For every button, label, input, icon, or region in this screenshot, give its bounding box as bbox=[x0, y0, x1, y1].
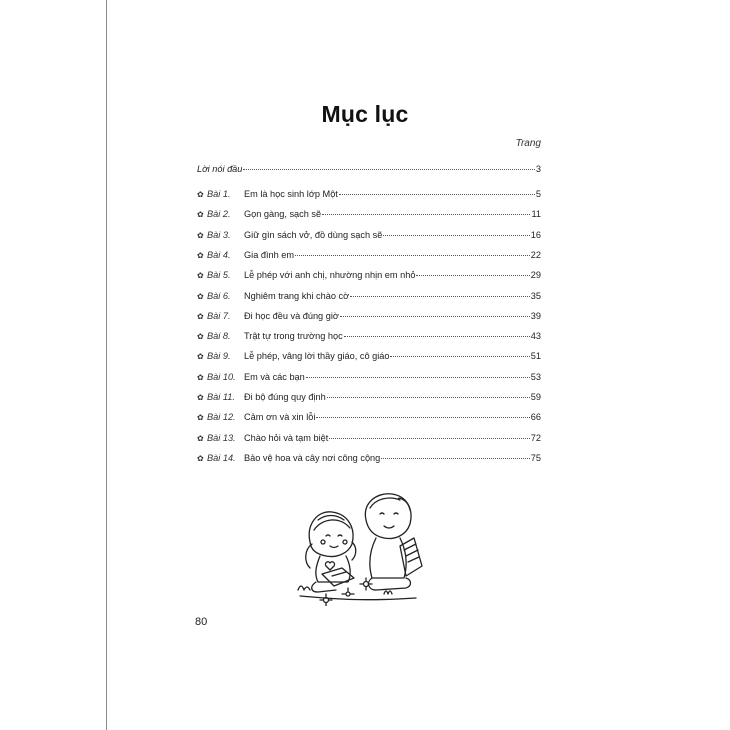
toc-page-number: 53 bbox=[530, 371, 541, 382]
flower-bullet-icon: ✿ bbox=[197, 453, 204, 463]
flower-bullet-icon: ✿ bbox=[197, 332, 204, 342]
dot-leader bbox=[295, 247, 530, 256]
lesson-number: Bài 14. bbox=[207, 452, 236, 463]
lesson-title: Chào hỏi và tạm biệt bbox=[244, 432, 329, 443]
toc-entry[interactable] bbox=[197, 410, 541, 424]
toc-entry[interactable] bbox=[197, 309, 541, 323]
toc-intro-label: Lời nói đầu bbox=[197, 164, 243, 174]
flower-bullet-icon: ✿ bbox=[197, 311, 204, 321]
lesson-title: Giữ gìn sách vở, đồ dùng sạch sẽ bbox=[244, 229, 383, 240]
dot-leader bbox=[390, 348, 529, 357]
toc-intro-entry[interactable] bbox=[197, 162, 541, 176]
toc-page-number: 75 bbox=[530, 452, 541, 463]
toc-entry[interactable] bbox=[197, 370, 541, 384]
toc-entry[interactable] bbox=[197, 289, 541, 303]
lesson-number: Bài 4. bbox=[207, 249, 231, 260]
dot-leader bbox=[383, 227, 529, 236]
toc-entry[interactable] bbox=[197, 207, 541, 221]
lesson-title: Trật tự trong trường học bbox=[244, 331, 343, 342]
lesson-number: Bài 7. bbox=[207, 310, 231, 321]
lesson-number: Bài 2. bbox=[207, 209, 231, 220]
lesson-title: Bảo vệ hoa và cây nơi công cộng bbox=[244, 452, 381, 463]
toc-entry[interactable] bbox=[197, 228, 541, 242]
toc-page-number: 59 bbox=[530, 392, 541, 402]
dot-leader bbox=[350, 288, 530, 297]
lesson-number: Bài 3. bbox=[207, 229, 231, 240]
toc-entry[interactable] bbox=[197, 268, 541, 282]
toc-entry[interactable] bbox=[197, 329, 541, 343]
flower-bullet-icon: ✿ bbox=[197, 230, 204, 240]
flower-bullet-icon: ✿ bbox=[197, 291, 204, 301]
lesson-title: Em và các bạn bbox=[244, 371, 305, 382]
flower-bullet-icon: ✿ bbox=[197, 413, 204, 423]
girl-figure bbox=[306, 512, 356, 592]
lesson-title: Gọn gàng, sạch sẽ bbox=[244, 209, 322, 220]
toc-page-number: 5 bbox=[535, 189, 541, 199]
lesson-title: Lễ phép với anh chị, nhường nhịn em nhỏ bbox=[244, 270, 416, 281]
dot-leader bbox=[416, 267, 529, 276]
page-number: 80 bbox=[195, 616, 208, 628]
dot-leader bbox=[344, 328, 530, 337]
toc-entry[interactable] bbox=[197, 248, 541, 262]
toc-entry[interactable] bbox=[197, 390, 541, 404]
dot-leader bbox=[329, 430, 529, 439]
lesson-title: Đi bộ đúng quy định bbox=[244, 392, 326, 402]
toc-page-number: 72 bbox=[530, 432, 541, 443]
toc-entry[interactable] bbox=[197, 187, 541, 201]
toc-page-number: 51 bbox=[530, 351, 541, 362]
dot-leader bbox=[306, 369, 530, 378]
toc-entry[interactable] bbox=[197, 431, 541, 445]
flower-bullet-icon: ✿ bbox=[197, 372, 204, 382]
lesson-number: Bài 11. bbox=[207, 392, 235, 402]
toc-page-number: 39 bbox=[530, 310, 541, 321]
lesson-number: Bài 12. bbox=[207, 412, 236, 423]
dot-leader bbox=[316, 409, 529, 418]
flower-bullet-icon: ✿ bbox=[197, 352, 204, 362]
toc-page-number: 66 bbox=[530, 412, 541, 423]
lesson-title: Đi học đều và đúng giờ bbox=[244, 310, 339, 321]
toc-page-number: 11 bbox=[531, 209, 541, 220]
page-column-label: Trang bbox=[515, 138, 541, 149]
lesson-title: Gia đình em bbox=[244, 249, 295, 260]
flower-bullet-icon: ✿ bbox=[197, 393, 204, 402]
toc-page-number: 22 bbox=[530, 249, 541, 260]
toc-page-number: 43 bbox=[530, 331, 541, 342]
toc-page-number: 29 bbox=[530, 270, 541, 281]
lesson-title: Cảm ơn và xin lỗi bbox=[244, 412, 316, 423]
dot-leader bbox=[327, 389, 530, 398]
lesson-title: Lễ phép, vâng lời thầy giáo, cô giáo bbox=[244, 351, 390, 362]
lesson-number: Bài 9. bbox=[207, 351, 231, 362]
dot-leader bbox=[243, 161, 534, 170]
lesson-number: Bài 5. bbox=[207, 270, 231, 281]
lesson-title: Nghiêm trang khi chào cờ bbox=[244, 290, 350, 301]
flower-bullet-icon: ✿ bbox=[197, 271, 204, 281]
flower-bullet-icon: ✿ bbox=[197, 433, 204, 443]
lesson-title: Em là học sinh lớp Một bbox=[244, 189, 338, 199]
lesson-number: Bài 1. bbox=[207, 189, 231, 199]
boy-figure bbox=[365, 494, 422, 590]
lesson-number: Bài 8. bbox=[207, 331, 231, 342]
dot-leader bbox=[381, 450, 529, 459]
children-reading-icon bbox=[296, 490, 432, 606]
lesson-number: Bài 6. bbox=[207, 290, 231, 301]
toc-entry[interactable] bbox=[197, 451, 541, 465]
flower-bullet-icon: ✿ bbox=[197, 210, 204, 220]
dot-leader bbox=[339, 186, 535, 195]
flower-bullet-icon: ✿ bbox=[197, 250, 204, 260]
toc-page-number: 3 bbox=[535, 164, 541, 174]
page-title: Mục lục bbox=[321, 101, 409, 127]
toc-entry[interactable] bbox=[197, 349, 541, 363]
dot-leader bbox=[322, 206, 530, 215]
flower-bullet-icon: ✿ bbox=[197, 190, 204, 199]
toc-page-number: 35 bbox=[530, 290, 541, 301]
dot-leader bbox=[340, 308, 530, 317]
lesson-number: Bài 13. bbox=[207, 432, 236, 443]
lesson-number: Bài 10. bbox=[207, 371, 236, 382]
toc-page-number: 16 bbox=[530, 229, 541, 240]
